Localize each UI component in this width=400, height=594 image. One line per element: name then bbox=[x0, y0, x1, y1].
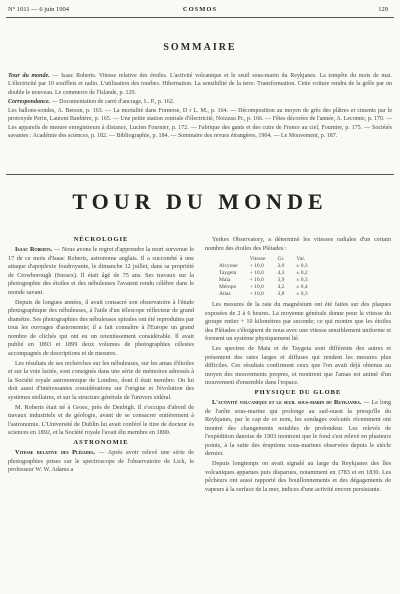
section-heading-necrologie: NÉCROLOGIE bbox=[73, 236, 129, 243]
table-header-cell: Vitesse bbox=[249, 256, 266, 262]
table-cell: ± 0,3 bbox=[296, 277, 308, 283]
sommaire-correspondance bbox=[8, 98, 392, 106]
table-cell: Mérope bbox=[219, 284, 237, 290]
header-rule bbox=[6, 17, 394, 18]
table-row bbox=[213, 284, 314, 291]
subject-name: Isaac Roberts. bbox=[15, 246, 53, 253]
paragraph-text: — Le long de l'arête sous-marine qui prolonge au sud-ouest la presqu'île du Reykjanes, par le cap de ce nom, les sondages exécutés récemment ont montré des changements notables de profondeur. Les relevés de l'expédition danoise de 1903 montrent que le fond s'est relevé en plusieurs points, à la suite des éruptions sous-marines observées depuis le siècle dernier. bbox=[205, 399, 391, 457]
section-rule bbox=[6, 174, 394, 175]
running-header bbox=[6, 4, 394, 16]
sommaire-title: SOMMAIRE bbox=[163, 42, 237, 53]
table-cell: 3,0 bbox=[277, 263, 285, 269]
paragraph-pleiades bbox=[8, 449, 194, 475]
sommaire-contents bbox=[8, 72, 392, 141]
table-cell: Atlas bbox=[219, 291, 231, 297]
table-cell: ± 0,2 bbox=[296, 270, 308, 276]
sommaire-tour bbox=[8, 72, 392, 97]
right-column bbox=[205, 236, 391, 496]
table-row bbox=[213, 291, 314, 298]
sommaire-corr-text: — Documentation de carré d'ancrage, L. P., p. 162. bbox=[51, 98, 175, 105]
table-row bbox=[213, 277, 314, 284]
sommaire-corr-label: Correspondance. bbox=[8, 98, 51, 105]
paragraph: Yerkes Observatory, a déterminé les vitesses radiales d'un certain nombre des étoiles des Pléiades : bbox=[205, 236, 391, 252]
table-row bbox=[213, 270, 314, 277]
table-header-cell bbox=[213, 256, 244, 263]
sommaire-tour-text: — Isaac Roberts. Vitesse relative des étoiles. L'activité volcanique et le seuil sous-marin du Reykjanes. La tempête du mois de mai. L'électricité par 10 soufflets et radio. L'utilisation des tourbes. Hibernation. La sensibilité de la terre. Transformation. Cette voiture rendra de la grêle par un double le nouveau. Le commerce de l'Islande, p. 129. bbox=[8, 73, 393, 96]
page-number: 129 bbox=[378, 6, 388, 13]
table-cell: + 10,0 bbox=[249, 277, 264, 283]
table-header-cell: Gr. bbox=[277, 256, 285, 262]
left-column bbox=[8, 236, 194, 476]
table-row bbox=[213, 263, 314, 270]
sommaire-tour-label: Tour du monde. bbox=[8, 73, 50, 79]
table-cell: 3,8 bbox=[277, 291, 285, 297]
sommaire-articles: Les ballons-sondes, A. Berson, p. 163. — La mortalité dans Formose, D r L. M., p. 164. — Décomposition au moyen de grès des plâtres et ciments par le protoxyde Perin, Laurent Banbière, p. 165. — Une petite station centrale d'électricité, Noizeau Pr., p. 166. — Fêtes décorées de l'année, A. Lecomte, p. 170. — Les appareils de mesure enregistreurs à distance, Lucien Fournier, p. 172. — Fabrique des gants et des cuirs de France au ciel, Fournier, p. 175. — Sociétés savantes : Académie des sciences, p. 182. — Bibliographie, p. 184. — Sommaire des revues étrangères, 1904. — Le Mouvement, p. 187. bbox=[8, 108, 392, 140]
table-cell: + 10,0 bbox=[249, 284, 264, 290]
table-cell: Alcyone bbox=[219, 263, 238, 269]
section-heading-astronomie: ASTRONOMIE bbox=[73, 439, 129, 446]
table-cell: ± 0,3 bbox=[296, 263, 308, 269]
paragraph: Les résultats de ses recherches sur les nébuleuses, sur les amas d'étoiles et sur la voie lactée, sont consignés dans une série de mémoires adressés à la Société royale astronomique de Londres, dont il était membre. On lui doit aussi d'intéressantes considérations sur l'origine et l'évolution des systèmes stellaires, et sur la structure générale de l'univers sidéral. bbox=[8, 359, 194, 401]
subject-name: L'activité volcanique et le seuil sous-marin du Reykjanes. bbox=[212, 399, 362, 406]
pleiades-table bbox=[213, 256, 314, 298]
paragraph: M. Roberts était né à Groes, près de Denbigh. Il s'occupa d'abord de travaux industriels et de géologie, avant de se consacrer entièrement à l'astronomie. L'Université de Dublin lui avait conféré le titre de docteur ès sciences en 1892, et la Société royale l'avait élu membre en 1890. bbox=[8, 403, 194, 436]
table-cell: Taygeta bbox=[219, 270, 237, 276]
paragraph-roberts bbox=[8, 246, 194, 297]
table-cell: + 10,0 bbox=[249, 263, 264, 269]
table-cell: ± 0,4 bbox=[296, 284, 308, 290]
paragraph-text: — Après avoir relevé une série de photographies prises sur le spectroscope de l'observatoire de Lick, le professeur W. W. Adams a bbox=[8, 449, 195, 473]
table-cell: + 10,0 bbox=[249, 270, 264, 276]
issue-number: N° 1011 — 6 juin 1904 bbox=[8, 6, 70, 13]
journal-name: COSMOS bbox=[182, 6, 218, 13]
subject-name: Vitesse relative des Pléiades. bbox=[15, 449, 96, 456]
table-cell: + 10,0 bbox=[249, 291, 264, 297]
table-cell: 3,9 bbox=[277, 277, 285, 283]
section-heading-physique: PHYSIQUE DU GLOBE bbox=[254, 389, 342, 396]
table-cell: ± 0,3 bbox=[296, 291, 308, 297]
table-cell: 4,3 bbox=[277, 270, 285, 276]
table-cell: Maïa bbox=[219, 277, 231, 283]
table-cell: 4,2 bbox=[277, 284, 285, 290]
paragraph: Les mesures de la raie du magnésium ont été faites sur des plaques exposées de 2 à 6 heures. La moyenne générale donne pour la vitesse du groupe entier + 10 kilomètres par seconde; ce qui montre que les étoiles des Pléiades s'éloignent de nous avec une vitesse sensiblement uniforme et forment un système physiquement lié. bbox=[205, 301, 391, 342]
paragraph: Depuis de longues années, il avait consacré son observatoire à l'étude photographique des nébuleuses, à l'aide d'un télescope réflecteur de grand diamètre. Ses photographies des nébuleuses spirales ont été reproduites par tous les ouvrages d'astronomie; il a fait connaître à l'Europe un grand nombre de clichés qui ont eu un retentissement considérable. Il avait publié en 1893 et 1899 deux volumes de photographies célestes accompagnés de descriptions et de mesures. bbox=[8, 298, 194, 357]
table-header-row bbox=[213, 256, 314, 263]
magazine-page bbox=[6, 4, 394, 590]
paragraph-reykjanes bbox=[205, 399, 391, 459]
paragraph: Les spectres de Maïa et de Taygeta sont différents des autres et présentent des raies larges et diffuses qui rendent les mesures plus difficiles. Ces résultats confirment ceux que l'on avait déjà obtenus au moyen des mouvements propres, et montrent que l'amas est animé d'un mouvement d'ensemble dans l'espace. bbox=[205, 345, 391, 386]
paragraph: Depuis longtemps on avait signalé au large du Reykjanes des îles volcaniques apparues puis disparues, notamment en 1783 et en 1830. Les pêcheurs ont aussi rapporté des bouillonnements et des dégagements de vapeurs à la surface de la mer, indices d'une activité encore persistante. bbox=[205, 460, 391, 493]
table-header-cell: Var. bbox=[296, 256, 306, 262]
paragraph-text: — Nous avons le regret d'apprendre la mort survenue le 17 de ce mois d'Isaac Roberts, astronome anglais. Il a succombé à une attaque d'apoplexie foudroyante, le dimanche 12 juillet, dans sa propriété de Crowborough (Sussex). Il était âgé de 75 ans. Ses travaux sur la photographie des étoiles et des nébuleuses l'avaient rendu célèbre dans le monde savant. bbox=[8, 246, 195, 296]
section-title: TOUR DU MONDE bbox=[72, 189, 328, 214]
